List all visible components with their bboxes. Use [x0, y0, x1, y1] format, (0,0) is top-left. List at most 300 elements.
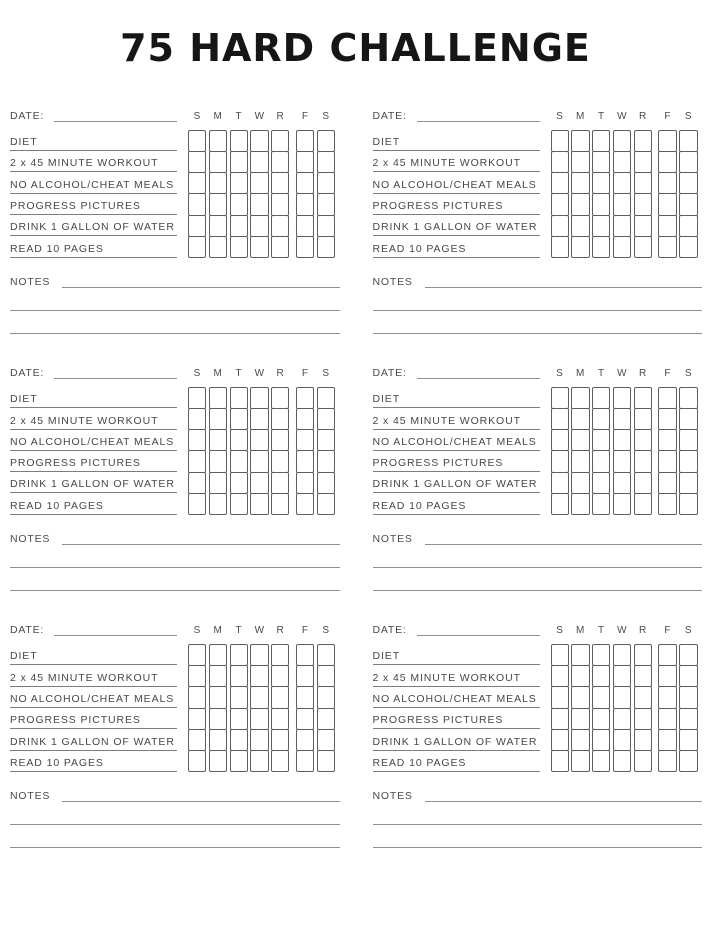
checkbox-cell[interactable] [679, 750, 697, 772]
task-label-row [10, 408, 177, 429]
date-input-line[interactable] [54, 623, 177, 636]
task-label: DIET [372, 393, 401, 406]
date-input-line[interactable] [417, 366, 540, 379]
checkbox-cell[interactable] [317, 429, 335, 451]
checkbox-cell[interactable] [230, 215, 248, 237]
checkbox-cell[interactable] [613, 429, 631, 451]
checkbox-cell[interactable] [188, 193, 206, 215]
checkbox-cell[interactable] [230, 130, 248, 152]
day-header-letter: S [556, 367, 564, 379]
checkbox-cell[interactable] [250, 472, 268, 494]
notes-input-line[interactable] [62, 275, 339, 288]
checkbox-cell[interactable] [658, 493, 676, 515]
checkbox-cell[interactable] [250, 729, 268, 751]
checkbox-cell[interactable] [613, 729, 631, 751]
task-label-row [373, 430, 540, 451]
date-input-line[interactable] [417, 623, 540, 636]
checkbox-cell[interactable] [571, 729, 589, 751]
checkbox-cell[interactable] [209, 130, 227, 152]
checkbox-cell[interactable] [634, 151, 652, 173]
checkbox-cell[interactable] [296, 408, 314, 430]
checkbox-cell[interactable] [317, 665, 335, 687]
checkbox-cell[interactable] [188, 644, 206, 666]
checkbox-cell[interactable] [551, 493, 569, 515]
checkbox-cell[interactable] [188, 429, 206, 451]
checkbox-cell[interactable] [271, 493, 289, 515]
checkbox-cell[interactable] [271, 750, 289, 772]
checkbox-cell[interactable] [571, 686, 589, 708]
checkbox-cell[interactable] [209, 151, 227, 173]
checkbox-cell[interactable] [571, 644, 589, 666]
checkbox-cell[interactable] [592, 429, 610, 451]
checkbox-cell[interactable] [658, 408, 676, 430]
checkbox-cell[interactable] [551, 729, 569, 751]
checkbox-cell[interactable] [551, 750, 569, 772]
checkbox-cell[interactable] [571, 408, 589, 430]
checkbox-cell[interactable] [634, 387, 652, 409]
checkbox-cell[interactable] [296, 236, 314, 258]
checkbox-cell[interactable] [296, 472, 314, 494]
checkbox-cell[interactable] [613, 408, 631, 430]
checkbox-cell[interactable] [209, 215, 227, 237]
checkbox-cell[interactable] [679, 644, 697, 666]
checkbox-cell[interactable] [679, 387, 697, 409]
checkbox-cell[interactable] [188, 387, 206, 409]
checkbox-cell[interactable] [188, 236, 206, 258]
checkbox-cell[interactable] [613, 387, 631, 409]
checkbox-cell[interactable] [271, 429, 289, 451]
checkbox-cell[interactable] [571, 215, 589, 237]
day-column [571, 130, 589, 258]
checkbox-cell[interactable] [613, 215, 631, 237]
checkbox-cell[interactable] [296, 686, 314, 708]
checkbox-cell[interactable] [613, 236, 631, 258]
checkbox-cell[interactable] [209, 408, 227, 430]
checkbox-cell[interactable] [317, 450, 335, 472]
checkbox-cell[interactable] [296, 493, 314, 515]
checkbox-cell[interactable] [679, 130, 697, 152]
checkbox-cell[interactable] [188, 686, 206, 708]
checkbox-cell[interactable] [613, 450, 631, 472]
notes-input-line[interactable] [425, 789, 702, 802]
checkbox-cell[interactable] [296, 450, 314, 472]
checkbox-cell[interactable] [634, 493, 652, 515]
checkbox-cell[interactable] [317, 130, 335, 152]
checkbox-cell[interactable] [571, 472, 589, 494]
checkbox-cell[interactable] [230, 708, 248, 730]
checkbox-cell[interactable] [230, 665, 248, 687]
checkbox-cell[interactable] [634, 708, 652, 730]
notes-extra-line[interactable] [373, 568, 703, 591]
checkbox-cell[interactable] [571, 429, 589, 451]
checkbox-cell[interactable] [634, 750, 652, 772]
checkbox-cell[interactable] [679, 729, 697, 751]
checkbox-cell[interactable] [634, 236, 652, 258]
checkbox-cell[interactable] [209, 644, 227, 666]
checkbox-cell[interactable] [592, 729, 610, 751]
checkbox-cell[interactable] [592, 644, 610, 666]
checkbox-cell[interactable] [613, 472, 631, 494]
checkbox-cell[interactable] [209, 172, 227, 194]
checkbox-cell[interactable] [592, 151, 610, 173]
checkbox-cell[interactable] [592, 472, 610, 494]
checkbox-cell[interactable] [209, 729, 227, 751]
checkbox-cell[interactable] [250, 644, 268, 666]
checkbox-cell[interactable] [188, 130, 206, 152]
checkbox-cell[interactable] [571, 493, 589, 515]
checkbox-cell[interactable] [679, 193, 697, 215]
checkbox-cell[interactable] [551, 236, 569, 258]
checkbox-cell[interactable] [613, 686, 631, 708]
day-column [658, 387, 676, 515]
checkbox-cell[interactable] [551, 472, 569, 494]
checkbox-cell[interactable] [592, 750, 610, 772]
checkbox-cell[interactable] [679, 665, 697, 687]
checkbox-cell[interactable] [592, 236, 610, 258]
checkbox-cell[interactable] [613, 193, 631, 215]
notes-extra-line[interactable] [10, 311, 340, 334]
day-column [296, 387, 314, 515]
checkbox-cell[interactable] [230, 151, 248, 173]
checkbox-cell[interactable] [592, 130, 610, 152]
checkbox-cell[interactable] [188, 665, 206, 687]
checkbox-cell[interactable] [271, 708, 289, 730]
checkbox-cell[interactable] [209, 429, 227, 451]
checkbox-cell[interactable] [271, 644, 289, 666]
checkbox-cell[interactable] [571, 172, 589, 194]
checkbox-cell[interactable] [296, 151, 314, 173]
checkbox-cell[interactable] [679, 708, 697, 730]
checkbox-cell[interactable] [634, 472, 652, 494]
checkbox-cell[interactable] [271, 665, 289, 687]
checkbox-cell[interactable] [658, 387, 676, 409]
checkbox-cell[interactable] [592, 450, 610, 472]
checkbox-cell[interactable] [634, 665, 652, 687]
checkbox-cell[interactable] [317, 236, 335, 258]
checkbox-cell[interactable] [317, 151, 335, 173]
checkbox-cell[interactable] [317, 472, 335, 494]
checkbox-cell[interactable] [209, 387, 227, 409]
checkbox-cell[interactable] [188, 450, 206, 472]
checkbox-cell[interactable] [613, 493, 631, 515]
notes-extra-line[interactable] [10, 545, 340, 568]
checkbox-cell[interactable] [230, 729, 248, 751]
checkbox-cell[interactable] [296, 130, 314, 152]
notes-extra-line[interactable] [373, 545, 703, 568]
checkbox-cell[interactable] [188, 493, 206, 515]
checkbox-cell[interactable] [658, 472, 676, 494]
checkbox-cell[interactable] [230, 172, 248, 194]
checkbox-cell[interactable] [296, 387, 314, 409]
date-input-line[interactable] [417, 109, 540, 122]
checkbox-cell[interactable] [250, 665, 268, 687]
checkbox-cell[interactable] [634, 644, 652, 666]
checkbox-cell[interactable] [271, 172, 289, 194]
notes-extra-line[interactable] [10, 825, 340, 848]
checkbox-cell[interactable] [613, 750, 631, 772]
checkbox-cell[interactable] [551, 665, 569, 687]
notes-input-line[interactable] [425, 532, 702, 545]
checkbox-cell[interactable] [250, 193, 268, 215]
checkbox-cell[interactable] [658, 193, 676, 215]
checkbox-cell[interactable] [209, 450, 227, 472]
checkbox-cell[interactable] [271, 387, 289, 409]
checkbox-cell[interactable] [551, 387, 569, 409]
checkbox-cell[interactable] [613, 151, 631, 173]
checkbox-cell[interactable] [271, 729, 289, 751]
checkbox-cell[interactable] [296, 172, 314, 194]
checkbox-cell[interactable] [634, 729, 652, 751]
checkbox-cell[interactable] [551, 408, 569, 430]
checkbox-cell[interactable] [271, 472, 289, 494]
checkbox-cell[interactable] [679, 472, 697, 494]
checkbox-cell[interactable] [634, 429, 652, 451]
checkbox-cell[interactable] [250, 708, 268, 730]
checkbox-cell[interactable] [679, 429, 697, 451]
checkbox-grid [188, 387, 335, 515]
checkbox-cell[interactable] [209, 193, 227, 215]
task-label-row [373, 387, 540, 408]
checkbox-cell[interactable] [230, 450, 248, 472]
checkbox-cell[interactable] [250, 686, 268, 708]
checkbox-cell[interactable] [551, 172, 569, 194]
checkbox-cell[interactable] [230, 493, 248, 515]
checkbox-cell[interactable] [679, 450, 697, 472]
checkbox-cell[interactable] [634, 193, 652, 215]
checkbox-cell[interactable] [317, 387, 335, 409]
day-headers [188, 625, 335, 636]
checkbox-cell[interactable] [250, 750, 268, 772]
checkbox-cell[interactable] [209, 472, 227, 494]
checkbox-cell[interactable] [188, 708, 206, 730]
checkbox-cell[interactable] [317, 708, 335, 730]
checkbox-cell[interactable] [658, 750, 676, 772]
checkbox-cell[interactable] [658, 644, 676, 666]
checkbox-cell[interactable] [296, 665, 314, 687]
checkbox-cell[interactable] [592, 215, 610, 237]
checkbox-cell[interactable] [230, 472, 248, 494]
checkbox-cell[interactable] [571, 750, 589, 772]
checkbox-cell[interactable] [658, 151, 676, 173]
checkbox-cell[interactable] [679, 686, 697, 708]
checkbox-cell[interactable] [592, 387, 610, 409]
checkbox-cell[interactable] [250, 130, 268, 152]
checkbox-cell[interactable] [317, 408, 335, 430]
checkbox-cell[interactable] [271, 686, 289, 708]
day-column [250, 644, 268, 772]
checkbox-cell[interactable] [634, 450, 652, 472]
notes-extra-line[interactable] [373, 802, 703, 825]
checkbox-cell[interactable] [613, 130, 631, 152]
day-header-letter: R [276, 110, 285, 122]
checkbox-cell[interactable] [296, 215, 314, 237]
checkbox-cell[interactable] [551, 708, 569, 730]
checkbox-cell[interactable] [271, 450, 289, 472]
checkbox-cell[interactable] [571, 236, 589, 258]
day-column [230, 644, 248, 772]
task-list [10, 644, 177, 772]
checkbox-cell[interactable] [317, 172, 335, 194]
checkbox-cell[interactable] [317, 686, 335, 708]
checkbox-cell[interactable] [613, 708, 631, 730]
checkbox-cell[interactable] [592, 686, 610, 708]
checkbox-cell[interactable] [317, 729, 335, 751]
checkbox-cell[interactable] [551, 130, 569, 152]
notes-extra-line[interactable] [373, 288, 703, 311]
checkbox-cell[interactable] [551, 193, 569, 215]
checkbox-cell[interactable] [250, 151, 268, 173]
task-label: 2 x 45 MINUTE WORKOUT [372, 157, 521, 170]
checkbox-cell[interactable] [679, 493, 697, 515]
checkbox-cell[interactable] [188, 750, 206, 772]
checkbox-cell[interactable] [250, 408, 268, 430]
checkbox-cell[interactable] [209, 236, 227, 258]
checkbox-cell[interactable] [679, 151, 697, 173]
checkbox-cell[interactable] [296, 644, 314, 666]
task-label-row [10, 130, 177, 151]
checkbox-cell[interactable] [250, 493, 268, 515]
checkbox-cell[interactable] [317, 493, 335, 515]
checkbox-cell[interactable] [658, 450, 676, 472]
checkbox-cell[interactable] [230, 429, 248, 451]
checkbox-cell[interactable] [250, 429, 268, 451]
checkbox-cell[interactable] [209, 750, 227, 772]
notes-extra-line[interactable] [373, 825, 703, 848]
checkbox-cell[interactable] [250, 387, 268, 409]
checkbox-cell[interactable] [658, 429, 676, 451]
notes-label: NOTES [372, 533, 413, 546]
checkbox-cell[interactable] [296, 708, 314, 730]
checkbox-cell[interactable] [250, 215, 268, 237]
checkbox-cell[interactable] [592, 193, 610, 215]
checkbox-cell[interactable] [679, 215, 697, 237]
checkbox-cell[interactable] [271, 408, 289, 430]
checkbox-cell[interactable] [658, 729, 676, 751]
task-label: DRINK 1 GALLON OF WATER [372, 221, 538, 234]
checkbox-cell[interactable] [317, 193, 335, 215]
checkbox-cell[interactable] [317, 750, 335, 772]
checkbox-cell[interactable] [679, 408, 697, 430]
checkbox-cell[interactable] [658, 236, 676, 258]
checkbox-cell[interactable] [317, 215, 335, 237]
checkbox-cell[interactable] [571, 450, 589, 472]
checkbox-cell[interactable] [592, 708, 610, 730]
checkbox-cell[interactable] [551, 429, 569, 451]
checkbox-cell[interactable] [571, 151, 589, 173]
notes-extra-line[interactable] [373, 311, 703, 334]
checkbox-cell[interactable] [250, 172, 268, 194]
notes-extra-line[interactable] [10, 288, 340, 311]
notes-input-line[interactable] [62, 532, 339, 545]
checkbox-cell[interactable] [551, 215, 569, 237]
checkbox-cell[interactable] [551, 686, 569, 708]
checkbox-cell[interactable] [296, 729, 314, 751]
checkbox-cell[interactable] [209, 493, 227, 515]
notes-extra-line[interactable] [10, 568, 340, 591]
checkbox-cell[interactable] [658, 686, 676, 708]
notes-extra-line[interactable] [10, 802, 340, 825]
checkbox-cell[interactable] [250, 236, 268, 258]
checkbox-cell[interactable] [209, 686, 227, 708]
checkbox-cell[interactable] [188, 408, 206, 430]
block-header-row [10, 620, 340, 636]
checkbox-cell[interactable] [658, 172, 676, 194]
date-input-line[interactable] [54, 366, 177, 379]
day-column [188, 130, 206, 258]
checkbox-cell[interactable] [230, 750, 248, 772]
checkbox-cell[interactable] [296, 750, 314, 772]
checkbox-cell[interactable] [551, 450, 569, 472]
checkbox-cell[interactable] [271, 215, 289, 237]
day-header-letter: T [235, 625, 243, 637]
checkbox-cell[interactable] [571, 387, 589, 409]
checkbox-cell[interactable] [271, 236, 289, 258]
checkbox-cell[interactable] [188, 172, 206, 194]
checkbox-cell[interactable] [271, 130, 289, 152]
checkbox-cell[interactable] [551, 644, 569, 666]
checkbox-cell[interactable] [209, 665, 227, 687]
checkbox-cell[interactable] [271, 193, 289, 215]
notes-input-line[interactable] [62, 789, 339, 802]
checkbox-cell[interactable] [634, 215, 652, 237]
task-label: READ 10 PAGES [10, 242, 104, 255]
checkbox-cell[interactable] [571, 708, 589, 730]
checkbox-cell[interactable] [250, 450, 268, 472]
checkbox-cell[interactable] [230, 236, 248, 258]
checkbox-cell[interactable] [188, 215, 206, 237]
checkbox-cell[interactable] [188, 472, 206, 494]
checkbox-cell[interactable] [634, 172, 652, 194]
notes-input-line[interactable] [425, 275, 702, 288]
task-label: NO ALCOHOL/CHEAT MEALS [372, 692, 537, 705]
checkbox-cell[interactable] [317, 644, 335, 666]
checkbox-cell[interactable] [613, 665, 631, 687]
checkbox-cell[interactable] [209, 708, 227, 730]
checkbox-cell[interactable] [658, 708, 676, 730]
checkbox-cell[interactable] [658, 130, 676, 152]
day-column [271, 644, 289, 772]
checkbox-cell[interactable] [592, 493, 610, 515]
checkbox-cell[interactable] [592, 665, 610, 687]
checkbox-cell[interactable] [592, 172, 610, 194]
checkbox-cell[interactable] [571, 130, 589, 152]
checkbox-cell[interactable] [571, 665, 589, 687]
checkbox-cell[interactable] [230, 193, 248, 215]
checkbox-cell[interactable] [658, 215, 676, 237]
checkbox-cell[interactable] [679, 236, 697, 258]
checkbox-cell[interactable] [188, 151, 206, 173]
checkbox-cell[interactable] [296, 429, 314, 451]
date-input-line[interactable] [54, 109, 177, 122]
checkbox-cell[interactable] [634, 686, 652, 708]
checkbox-cell[interactable] [296, 193, 314, 215]
checkbox-cell[interactable] [230, 387, 248, 409]
checkbox-cell[interactable] [679, 172, 697, 194]
checkbox-cell[interactable] [634, 408, 652, 430]
checkbox-cell[interactable] [551, 151, 569, 173]
checkbox-cell[interactable] [613, 172, 631, 194]
checkbox-cell[interactable] [188, 729, 206, 751]
checkbox-cell[interactable] [271, 151, 289, 173]
checkbox-cell[interactable] [613, 644, 631, 666]
checkbox-cell[interactable] [230, 686, 248, 708]
checkbox-cell[interactable] [571, 193, 589, 215]
checkbox-cell[interactable] [230, 408, 248, 430]
checkbox-cell[interactable] [634, 130, 652, 152]
checkbox-cell[interactable] [658, 665, 676, 687]
checkbox-cell[interactable] [230, 644, 248, 666]
checkbox-cell[interactable] [592, 408, 610, 430]
